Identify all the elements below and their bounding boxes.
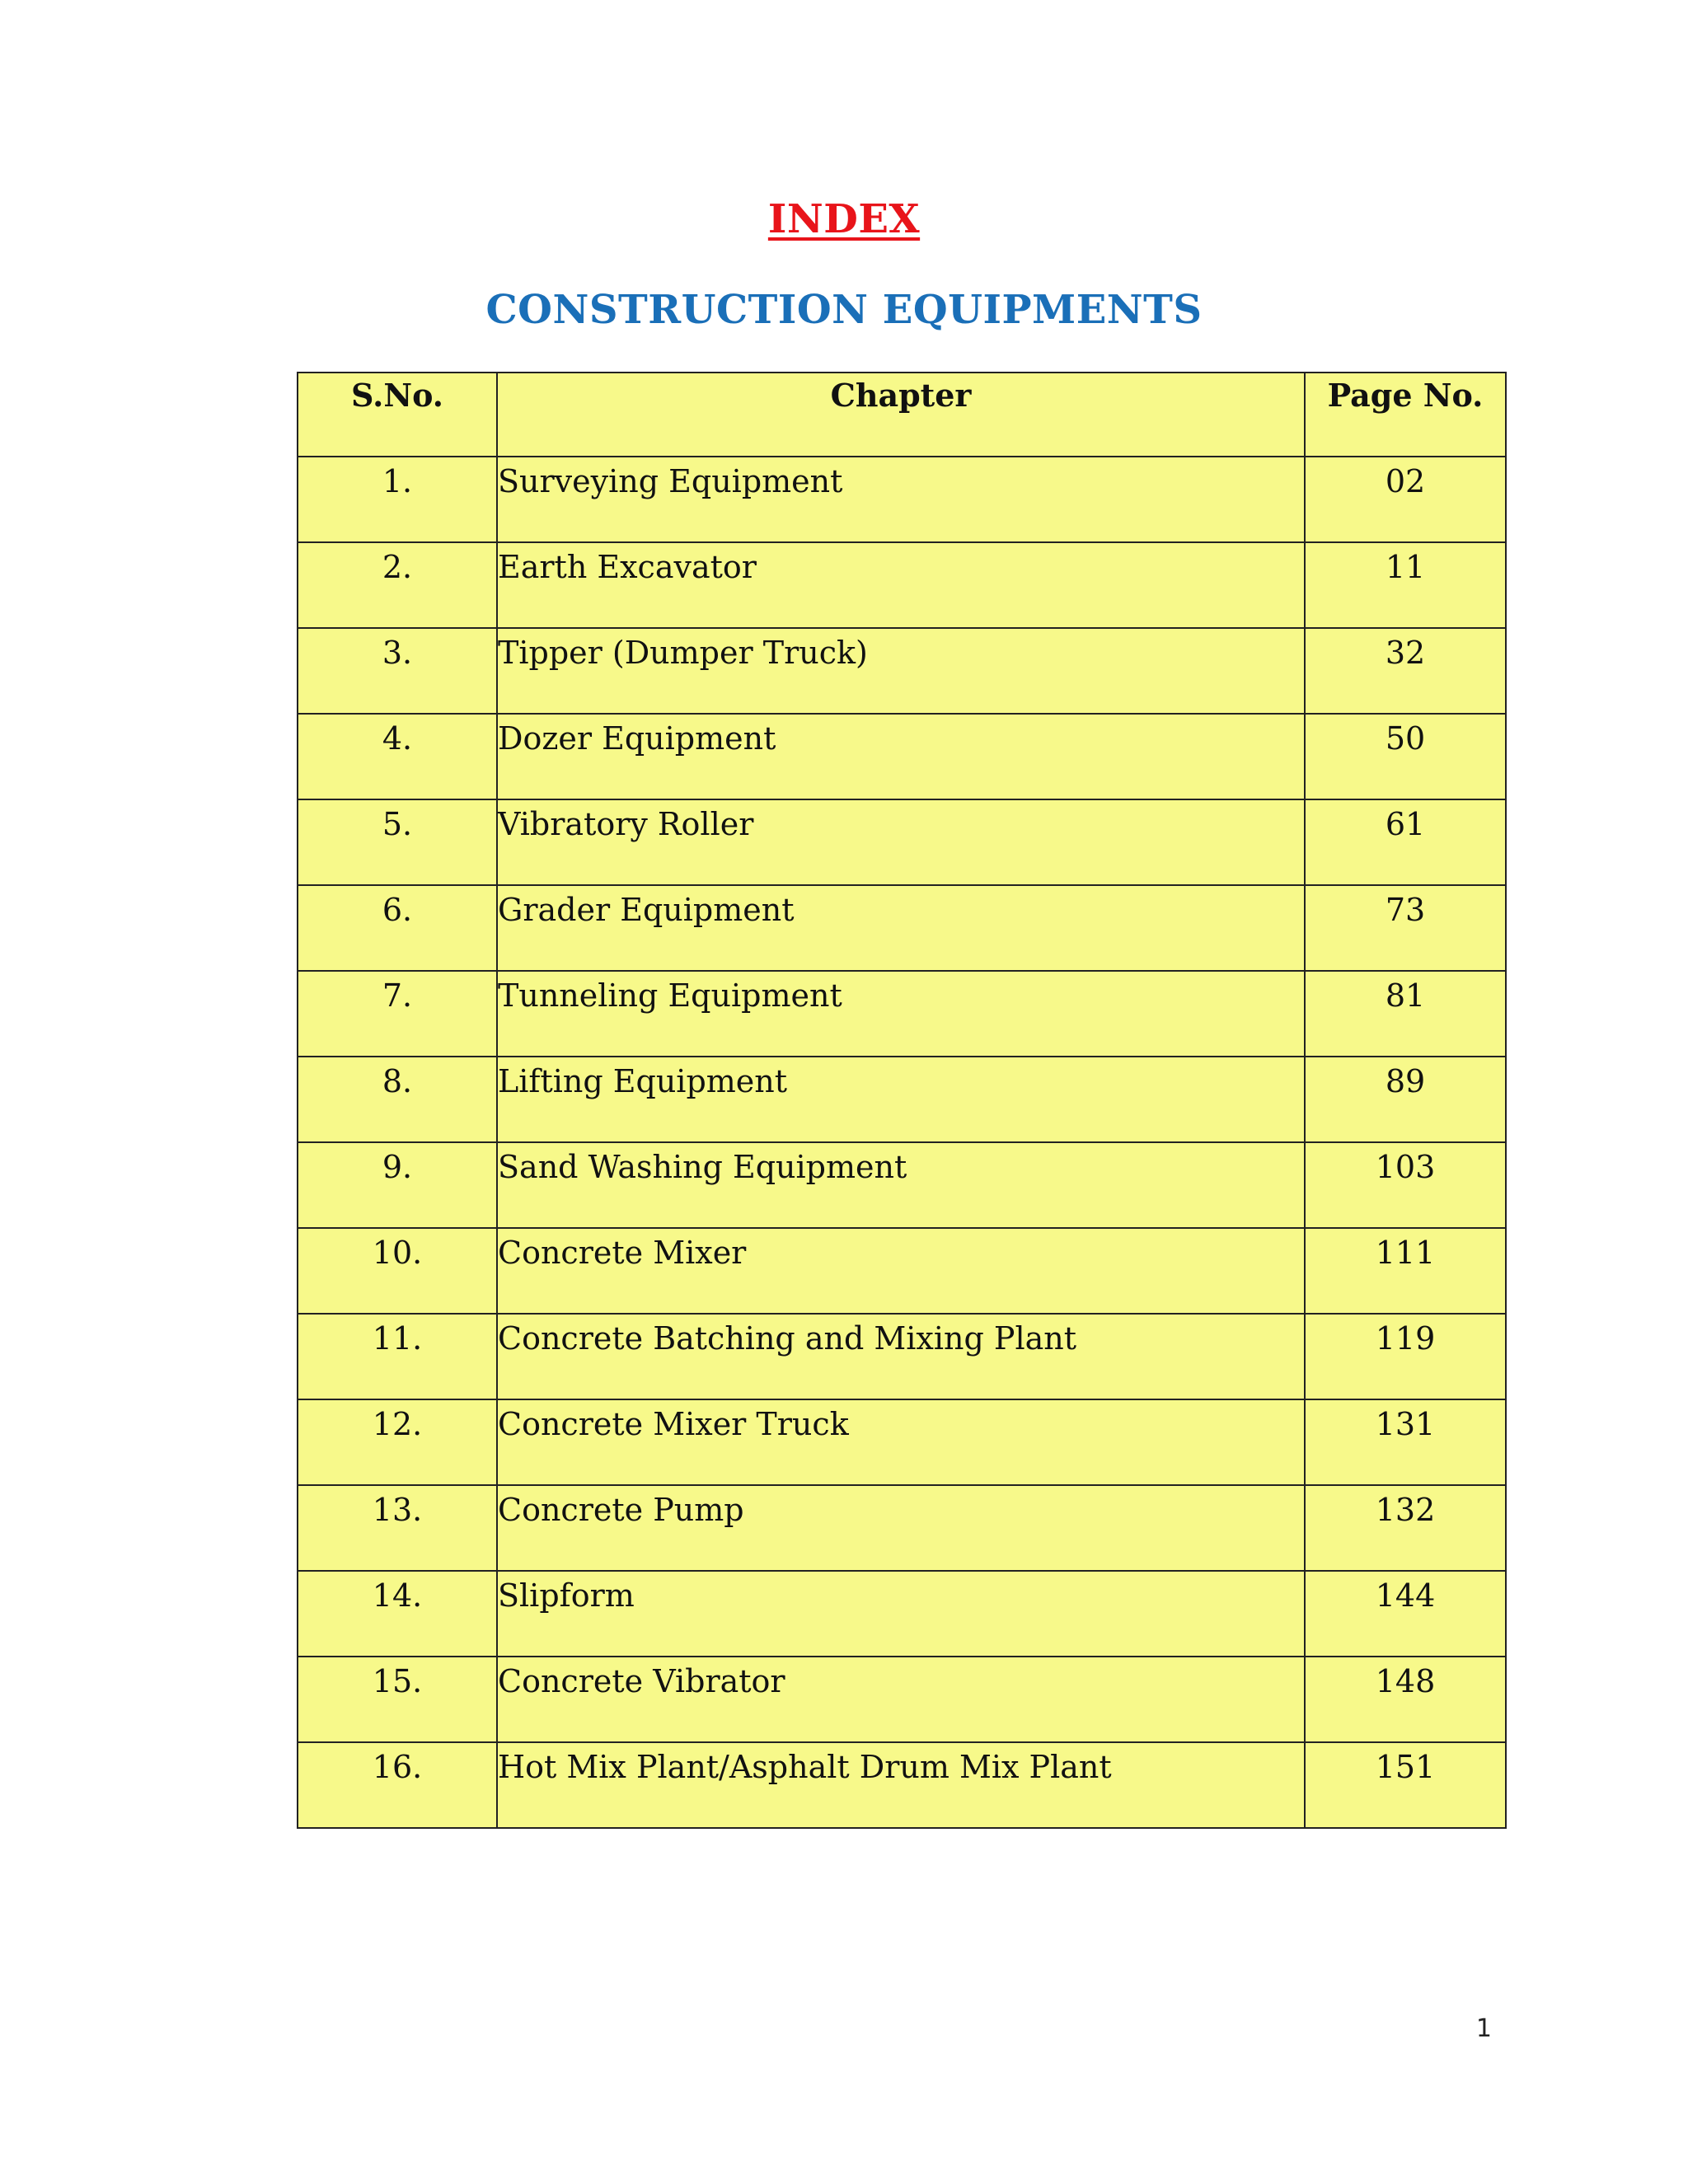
index-subtitle: CONSTRUCTION EQUIPMENTS [485,287,1203,333]
row-page-no: 144 [1305,1571,1506,1657]
row-sno: 7. [298,971,497,1057]
row-page-no: 132 [1305,1485,1506,1571]
row-chapter: Concrete Batching and Mixing Plant [497,1314,1305,1399]
table-row [298,1657,1506,1742]
row-chapter: Grader Equipment [497,885,1305,971]
row-page-no: 111 [1305,1228,1506,1314]
row-sno: 12. [298,1399,497,1485]
table-row [298,1228,1506,1314]
row-sno: 15. [298,1657,497,1742]
table-row [298,1571,1506,1657]
row-page-no: 89 [1305,1057,1506,1142]
table-row [298,1142,1506,1228]
row-page-no: 32 [1305,628,1506,714]
row-page-no: 103 [1305,1142,1506,1228]
table-row [298,799,1506,885]
table-row [298,1485,1506,1571]
row-sno: 14. [298,1571,497,1657]
row-page-no: 61 [1305,799,1506,885]
row-chapter: Hot Mix Plant/Asphalt Drum Mix Plant [497,1742,1305,1828]
table-row [298,1742,1506,1828]
row-chapter: Lifting Equipment [497,1057,1305,1142]
row-sno: 3. [298,628,497,714]
table-header-row [298,373,1506,457]
row-page-no: 119 [1305,1314,1506,1399]
row-sno: 5. [298,799,497,885]
row-sno: 1. [298,457,497,542]
row-sno: 10. [298,1228,497,1314]
table-row [298,457,1506,542]
row-sno: 8. [298,1057,497,1142]
row-sno: 11. [298,1314,497,1399]
row-chapter: Slipform [497,1571,1305,1657]
row-sno: 16. [298,1742,497,1828]
row-page-no: 81 [1305,971,1506,1057]
row-page-no: 73 [1305,885,1506,971]
row-chapter: Concrete Mixer Truck [497,1399,1305,1485]
row-sno: 13. [298,1485,497,1571]
row-sno: 6. [298,885,497,971]
row-chapter: Tunneling Equipment [497,971,1305,1057]
row-page-no: 148 [1305,1657,1506,1742]
row-chapter: Surveying Equipment [497,457,1305,542]
table-row [298,971,1506,1057]
row-chapter: Earth Excavator [497,542,1305,628]
page-number: 1 [1475,2014,1492,2043]
table-row [298,885,1506,971]
row-chapter: Concrete Mixer [497,1228,1305,1314]
table-row [298,1057,1506,1142]
table-row [298,628,1506,714]
table-row [298,714,1506,799]
index-title: INDEX [767,196,921,242]
row-sno: 4. [298,714,497,799]
table-row [298,542,1506,628]
row-page-no: 02 [1305,457,1506,542]
table-row [298,1314,1506,1399]
row-sno: 9. [298,1142,497,1228]
row-sno: 2. [298,542,497,628]
header-page-no: Page No. [1305,373,1506,457]
row-chapter: Tipper (Dumper Truck) [497,628,1305,714]
header-sno: S.No. [298,373,497,457]
row-chapter: Vibratory Roller [497,799,1305,885]
row-page-no: 131 [1305,1399,1506,1485]
row-chapter: Dozer Equipment [497,714,1305,799]
index-table [297,372,1507,1829]
row-page-no: 50 [1305,714,1506,799]
row-chapter: Sand Washing Equipment [497,1142,1305,1228]
row-chapter: Concrete Vibrator [497,1657,1305,1742]
row-chapter: Concrete Pump [497,1485,1305,1571]
header-chapter: Chapter [497,373,1305,457]
table-row [298,1399,1506,1485]
row-page-no: 11 [1305,542,1506,628]
row-page-no: 151 [1305,1742,1506,1828]
